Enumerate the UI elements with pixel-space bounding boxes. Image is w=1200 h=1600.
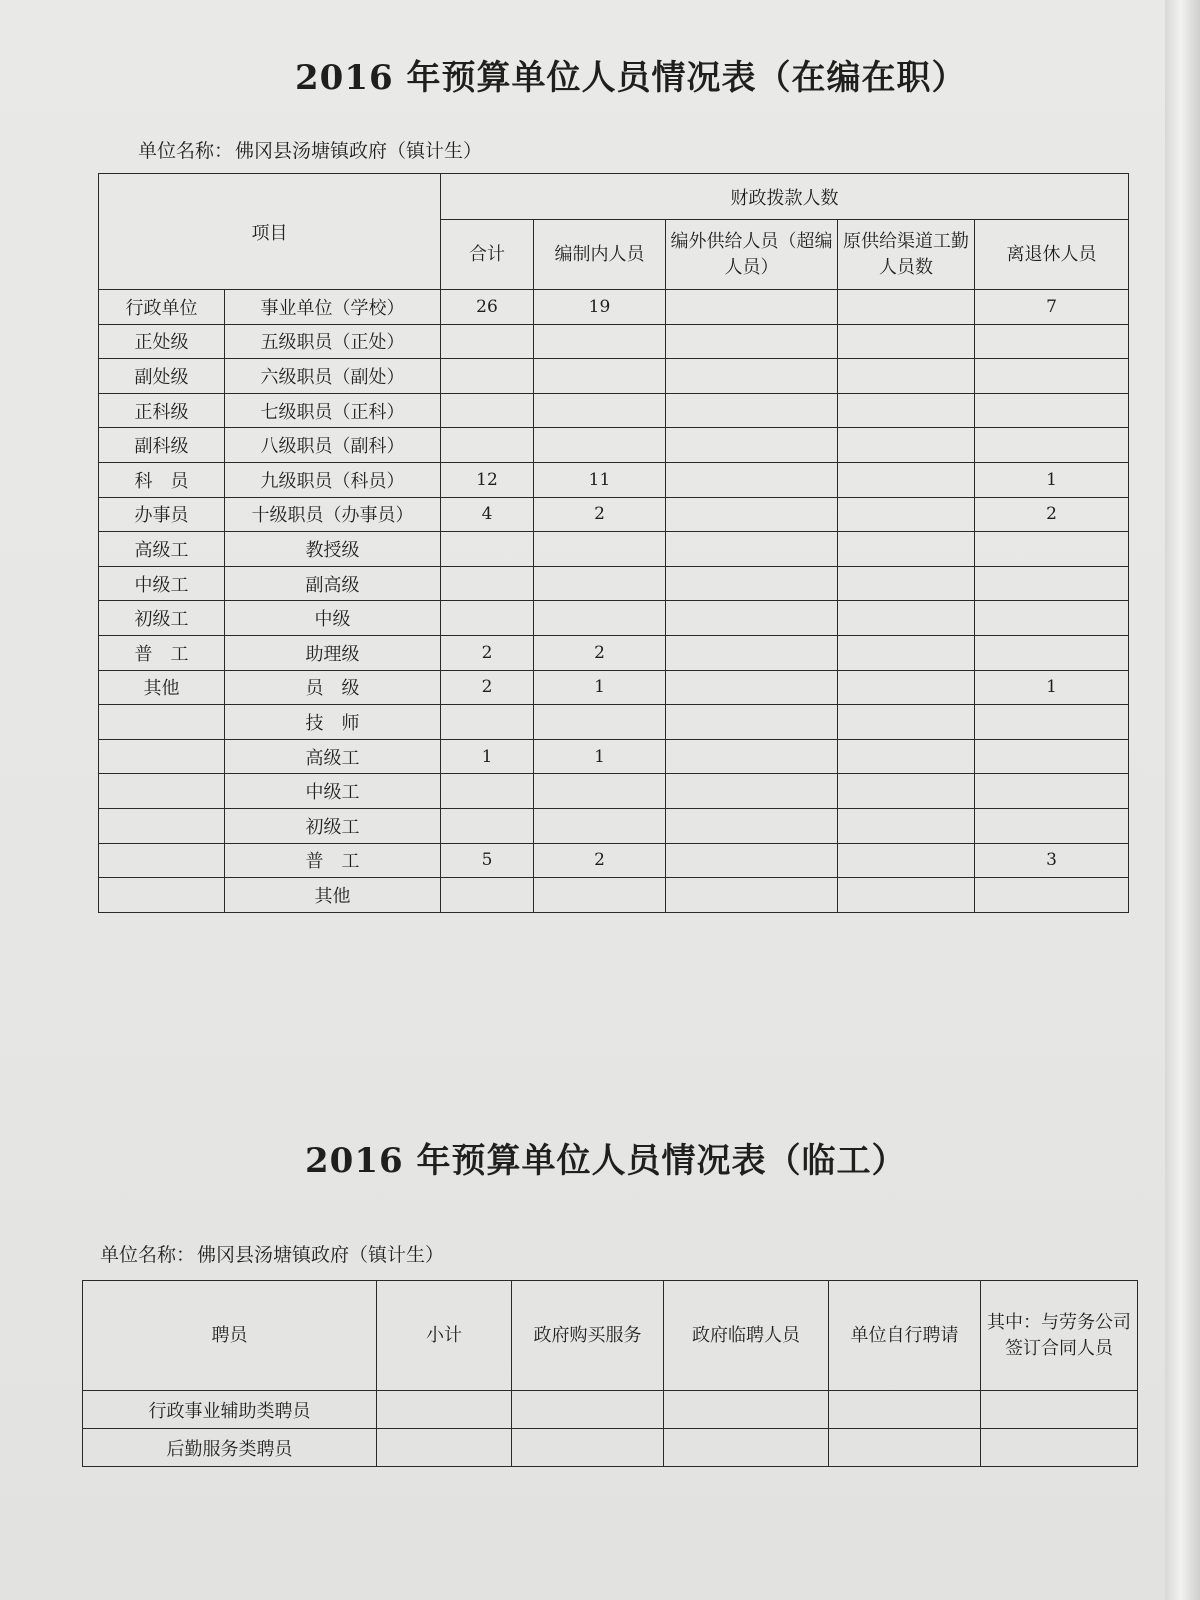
cell-value	[981, 1391, 1138, 1429]
header-employee: 聘员	[83, 1281, 377, 1391]
cell-value	[666, 774, 838, 809]
row-category: 办事员	[99, 497, 225, 532]
row-category: 副处级	[99, 359, 225, 394]
row-category: 正科级	[99, 393, 225, 428]
cell-value	[666, 843, 838, 878]
cell-value	[829, 1391, 981, 1429]
cell-value: 5	[441, 843, 534, 878]
cell-value	[534, 359, 666, 394]
table-row	[99, 393, 1129, 428]
row-grade: 事业单位（学校）	[225, 290, 441, 325]
cell-value	[534, 566, 666, 601]
table1-unit-name	[138, 136, 482, 163]
cell-value: 3	[975, 843, 1129, 878]
row-grade: 九级职员（科员）	[225, 462, 441, 497]
cell-value	[441, 324, 534, 359]
cell-value	[441, 359, 534, 394]
cell-value: 19	[534, 290, 666, 325]
row-category: 正处级	[99, 324, 225, 359]
row-label: 后勤服务类聘员	[83, 1429, 377, 1467]
cell-value	[666, 393, 838, 428]
header-retired: 离退休人员	[975, 220, 1129, 290]
row-category	[99, 878, 225, 913]
row-grade: 教授级	[225, 532, 441, 567]
cell-value	[666, 808, 838, 843]
cell-value	[975, 393, 1129, 428]
unit-label: 单位名称：	[138, 140, 234, 162]
table-row	[99, 290, 1129, 325]
header-extra-establishment: 编外供给人员（超编人员）	[666, 220, 838, 290]
row-grade: 七级职员（正科）	[225, 393, 441, 428]
cell-value	[534, 324, 666, 359]
header-labor-company: 其中：与劳务公司签订合同人员	[981, 1281, 1138, 1391]
table-row	[99, 566, 1129, 601]
cell-value: 11	[534, 462, 666, 497]
book-spine	[1165, 0, 1200, 1600]
cell-value	[512, 1391, 664, 1429]
row-category	[99, 843, 225, 878]
cell-value	[666, 670, 838, 705]
row-grade: 普 工	[225, 843, 441, 878]
cell-value: 1	[534, 670, 666, 705]
row-grade: 十级职员（办事员）	[225, 497, 441, 532]
header-gov-temp: 政府临聘人员	[664, 1281, 829, 1391]
cell-value	[441, 428, 534, 463]
row-category: 初级工	[99, 601, 225, 636]
cell-value	[838, 601, 975, 636]
cell-value	[975, 324, 1129, 359]
cell-value	[441, 878, 534, 913]
row-category: 副科级	[99, 428, 225, 463]
row-grade: 八级职员（副科）	[225, 428, 441, 463]
table2-title: 2016 年预算单位人员情况表（临工）	[305, 1141, 907, 1181]
table-row	[99, 808, 1129, 843]
cell-value	[975, 566, 1129, 601]
cell-value	[838, 808, 975, 843]
cell-value	[441, 566, 534, 601]
cell-value	[666, 601, 838, 636]
table-row	[99, 601, 1129, 636]
table-row	[99, 324, 1129, 359]
cell-value: 2	[441, 635, 534, 670]
table-row	[99, 635, 1129, 670]
table1-title: 2016 年预算单位人员情况表（在编在职）	[295, 58, 967, 98]
cell-value	[838, 532, 975, 567]
row-label: 行政事业辅助类聘员	[83, 1391, 377, 1429]
cell-value	[666, 290, 838, 325]
row-grade: 中级	[225, 601, 441, 636]
cell-value	[534, 878, 666, 913]
cell-value	[838, 739, 975, 774]
row-category	[99, 739, 225, 774]
cell-value: 12	[441, 462, 534, 497]
cell-value	[838, 393, 975, 428]
cell-value	[441, 393, 534, 428]
row-category: 普 工	[99, 635, 225, 670]
table-row	[83, 1429, 1138, 1467]
cell-value	[975, 878, 1129, 913]
row-category: 高级工	[99, 532, 225, 567]
cell-value	[666, 462, 838, 497]
row-category: 行政单位	[99, 290, 225, 325]
cell-value	[838, 566, 975, 601]
cell-value: 4	[441, 497, 534, 532]
cell-value: 2	[534, 843, 666, 878]
cell-value	[838, 670, 975, 705]
cell-value	[838, 290, 975, 325]
staff-table-temporary	[82, 1280, 1138, 1467]
cell-value	[534, 393, 666, 428]
header-subtotal: 小计	[377, 1281, 512, 1391]
table-row	[99, 878, 1129, 913]
cell-value	[666, 705, 838, 740]
row-grade: 员 级	[225, 670, 441, 705]
cell-value	[377, 1429, 512, 1467]
cell-value	[664, 1429, 829, 1467]
row-grade: 技 师	[225, 705, 441, 740]
cell-value	[975, 359, 1129, 394]
table2-unit-name	[100, 1240, 444, 1267]
cell-value	[838, 705, 975, 740]
cell-value: 1	[441, 739, 534, 774]
cell-value	[975, 705, 1129, 740]
cell-value	[975, 428, 1129, 463]
cell-value	[666, 324, 838, 359]
cell-value	[377, 1391, 512, 1429]
cell-value	[666, 566, 838, 601]
cell-value	[838, 359, 975, 394]
row-grade: 其他	[225, 878, 441, 913]
cell-value: 7	[975, 290, 1129, 325]
unit-value: 佛冈县汤塘镇政府（镇计生）	[235, 140, 483, 162]
header-fiscal-group: 财政拨款人数	[441, 174, 1129, 220]
cell-value: 1	[975, 670, 1129, 705]
cell-value: 2	[534, 497, 666, 532]
cell-value	[838, 774, 975, 809]
cell-value	[975, 774, 1129, 809]
table-row	[99, 739, 1129, 774]
cell-value	[666, 635, 838, 670]
cell-value	[441, 601, 534, 636]
cell-value: 2	[441, 670, 534, 705]
cell-value	[975, 532, 1129, 567]
cell-value	[666, 739, 838, 774]
row-grade: 六级职员（副处）	[225, 359, 441, 394]
header-item: 项目	[99, 174, 441, 290]
unit-label: 单位名称：	[100, 1244, 196, 1266]
table-row	[99, 359, 1129, 394]
cell-value	[975, 808, 1129, 843]
table-row	[99, 462, 1129, 497]
cell-value	[666, 532, 838, 567]
cell-value	[534, 428, 666, 463]
cell-value	[838, 843, 975, 878]
table-row	[99, 428, 1129, 463]
cell-value	[512, 1429, 664, 1467]
table-row	[99, 774, 1129, 809]
cell-value	[534, 601, 666, 636]
table-row	[99, 670, 1129, 705]
header-original-channel-workers: 原供给渠道工勤人员数	[838, 220, 975, 290]
row-category	[99, 808, 225, 843]
cell-value	[975, 739, 1129, 774]
table-row	[99, 532, 1129, 567]
table-row	[99, 705, 1129, 740]
cell-value	[838, 324, 975, 359]
cell-value	[838, 497, 975, 532]
cell-value	[666, 428, 838, 463]
row-category: 其他	[99, 670, 225, 705]
header-in-establishment: 编制内人员	[534, 220, 666, 290]
cell-value	[441, 705, 534, 740]
cell-value: 2	[975, 497, 1129, 532]
cell-value: 1	[975, 462, 1129, 497]
cell-value	[975, 601, 1129, 636]
unit-value: 佛冈县汤塘镇政府（镇计生）	[197, 1244, 445, 1266]
cell-value	[838, 878, 975, 913]
cell-value	[534, 774, 666, 809]
cell-value	[981, 1429, 1138, 1467]
cell-value	[534, 705, 666, 740]
cell-value	[666, 878, 838, 913]
row-grade: 高级工	[225, 739, 441, 774]
cell-value: 2	[534, 635, 666, 670]
cell-value	[534, 808, 666, 843]
cell-value: 1	[534, 739, 666, 774]
table-row	[83, 1391, 1138, 1429]
row-category	[99, 705, 225, 740]
cell-value	[666, 359, 838, 394]
row-category	[99, 774, 225, 809]
row-grade: 副高级	[225, 566, 441, 601]
cell-value	[441, 774, 534, 809]
cell-value	[838, 428, 975, 463]
row-category: 中级工	[99, 566, 225, 601]
header-gov-purchased: 政府购买服务	[512, 1281, 664, 1391]
cell-value	[664, 1391, 829, 1429]
cell-value	[838, 635, 975, 670]
table-row	[99, 497, 1129, 532]
cell-value	[838, 462, 975, 497]
header-self-hired: 单位自行聘请	[829, 1281, 981, 1391]
staff-table-in-service	[98, 173, 1129, 913]
header-total: 合计	[441, 220, 534, 290]
cell-value: 26	[441, 290, 534, 325]
cell-value	[441, 532, 534, 567]
cell-value	[829, 1429, 981, 1467]
cell-value	[666, 497, 838, 532]
row-category: 科 员	[99, 462, 225, 497]
row-grade: 五级职员（正处）	[225, 324, 441, 359]
table-row	[99, 843, 1129, 878]
row-grade: 中级工	[225, 774, 441, 809]
cell-value	[534, 532, 666, 567]
cell-value	[441, 808, 534, 843]
cell-value	[975, 635, 1129, 670]
row-grade: 助理级	[225, 635, 441, 670]
row-grade: 初级工	[225, 808, 441, 843]
